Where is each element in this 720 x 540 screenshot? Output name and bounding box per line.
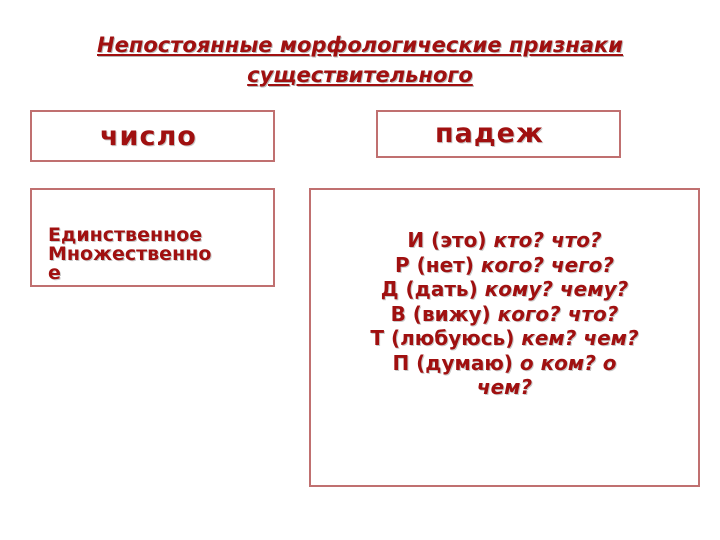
case-row-instrumental (311, 326, 698, 351)
number-values-list (48, 226, 273, 283)
title-line-2: существительного (247, 63, 473, 87)
case-name: Д (дать) (380, 277, 485, 301)
number-values-box (30, 188, 275, 287)
case-row-prepositional (311, 351, 698, 376)
case-questions: кого? что? (497, 301, 619, 326)
case-name: Р (нет) (395, 252, 481, 277)
case-values-box (309, 188, 700, 487)
case-header-box (376, 110, 621, 158)
number-value-plural: Множественно (48, 243, 212, 265)
case-questions: чем? (476, 375, 533, 399)
case-questions: кого? чего? (480, 252, 614, 277)
case-name: Т (любуюсь) (370, 326, 522, 350)
case-questions: кто? что? (493, 228, 602, 252)
case-row-nominative (311, 228, 698, 253)
case-questions: о ком? о (519, 350, 617, 375)
number-value-plural-wrap: е (48, 262, 61, 284)
case-name: И (это) (407, 228, 494, 252)
title-line-1: Непостоянные морфологические признаки (97, 33, 623, 57)
number-value-singular: Единственное (48, 224, 203, 246)
case-name: В (вижу) (390, 301, 498, 326)
case-row-prepositional-wrap (311, 375, 698, 400)
case-list (311, 228, 698, 400)
case-label: падеж (435, 118, 544, 149)
case-row-dative (311, 277, 698, 302)
case-row-genitive (311, 253, 698, 278)
number-header-box (30, 110, 275, 162)
number-label: число (100, 121, 197, 152)
slide-title (0, 30, 720, 90)
case-questions: кем? чем? (521, 326, 639, 350)
case-questions: кому? чему? (484, 277, 629, 301)
case-row-accusative (311, 302, 698, 327)
case-name: П (думаю) (392, 350, 520, 375)
